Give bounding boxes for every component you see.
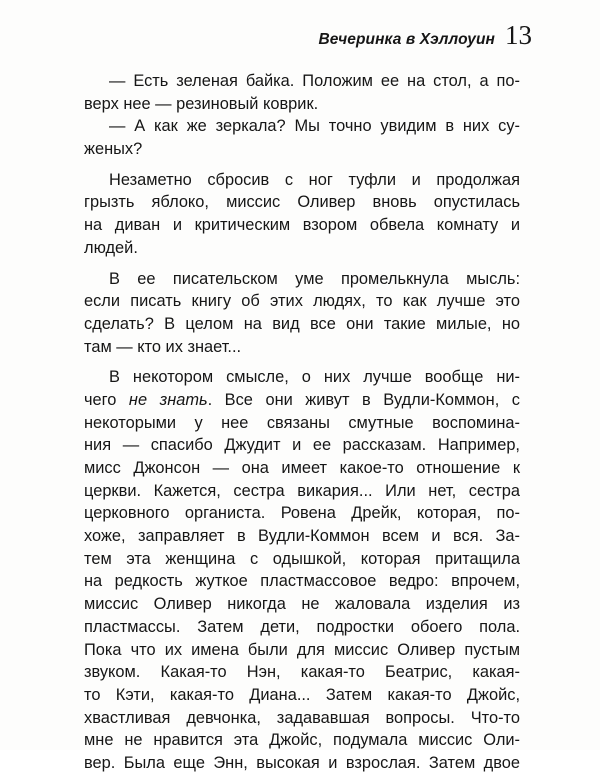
text-line: ния — спасибо Джудит и ее рассказам. Например, — [84, 436, 520, 455]
paragraph — [84, 115, 520, 160]
text-line-with-emphasis — [84, 389, 520, 412]
text-line: В ее писательском уме промелькнула мысль: — [109, 269, 520, 288]
text-line: тем эта женщина с одышкой, которая притащила — [84, 549, 520, 568]
text-line: людей. — [84, 238, 138, 257]
running-title: Вечеринка в Хэллоуин — [318, 31, 495, 48]
text-run: чего — [84, 390, 129, 409]
text-line: В некотором смысле, о них лучше вообще ни- — [109, 368, 520, 387]
running-header — [318, 22, 532, 49]
text-line: грызть яблоко, миссис Оливер вновь опустилась — [84, 193, 520, 212]
paragraph — [84, 70, 520, 115]
paragraph — [84, 268, 520, 359]
text-line: миссис Оливер никогда не жаловала изделия из — [84, 595, 520, 614]
text-line: на редкость жуткое пластмассовое ведро: впрочем, — [84, 572, 520, 591]
text-line: Пока что их имена были для миссис Оливер пустым — [84, 640, 520, 659]
paragraph — [84, 169, 520, 260]
paragraph — [84, 366, 520, 774]
emphasized-text: не знать — [128, 390, 208, 409]
text-line: церкви. Кажется, сестра викария... Или нет, сестра — [84, 481, 520, 500]
text-line: некоторыми у нее связаны смутные воспомина- — [84, 413, 520, 432]
text-line: — Есть зеленая байка. Положим ее на стол, а по- — [109, 72, 520, 90]
text-line: Незаметно сбросив с ног туфли и продолжая — [109, 170, 520, 189]
text-line: сделать? В целом на вид все они такие милые, но — [84, 314, 520, 333]
text-line: женых? — [84, 140, 143, 159]
text-line: вер. Была еще Энн, высокая и взрослая. Затем двое — [84, 753, 520, 772]
text-line: мисс Джонсон — она имеет какое-то отношение к — [84, 459, 520, 477]
text-line: мне не нравится эта Джойс, подумала миссис Оли- — [84, 731, 520, 750]
text-line: пластмассы. Затем дети, подростки обоего пола. — [84, 617, 520, 636]
text-line: звуком. Какая-то Нэн, какая-то Беатрис, какая- — [84, 663, 520, 682]
text-line: там — кто их знает... — [84, 337, 242, 356]
page-number: 13 — [505, 20, 532, 50]
text-line: верх нее — резиновый коврик. — [84, 94, 319, 113]
text-line: церковного органиста. Ровена Дрейк, которая, по- — [84, 504, 520, 523]
text-line: если писать книгу об этих людях, то как лучше это — [84, 292, 520, 311]
body-text — [84, 70, 520, 775]
text-line: хоже, заправляет в Вудли-Коммон всем и вся. За- — [84, 527, 520, 546]
text-line: хвастливая девчонка, задававшая вопросы. Что-то — [84, 708, 520, 727]
text-line: то Кэти, какая-то Диана... Затем какая-то Джойс, — [84, 685, 520, 704]
text-line: на диван и критическим взором обвела комнату и — [84, 216, 520, 235]
text-run: . Все они живут в Вудли-Коммон, с — [207, 390, 520, 409]
text-line: — А как же зеркала? Мы точно увидим в них су- — [109, 117, 520, 136]
